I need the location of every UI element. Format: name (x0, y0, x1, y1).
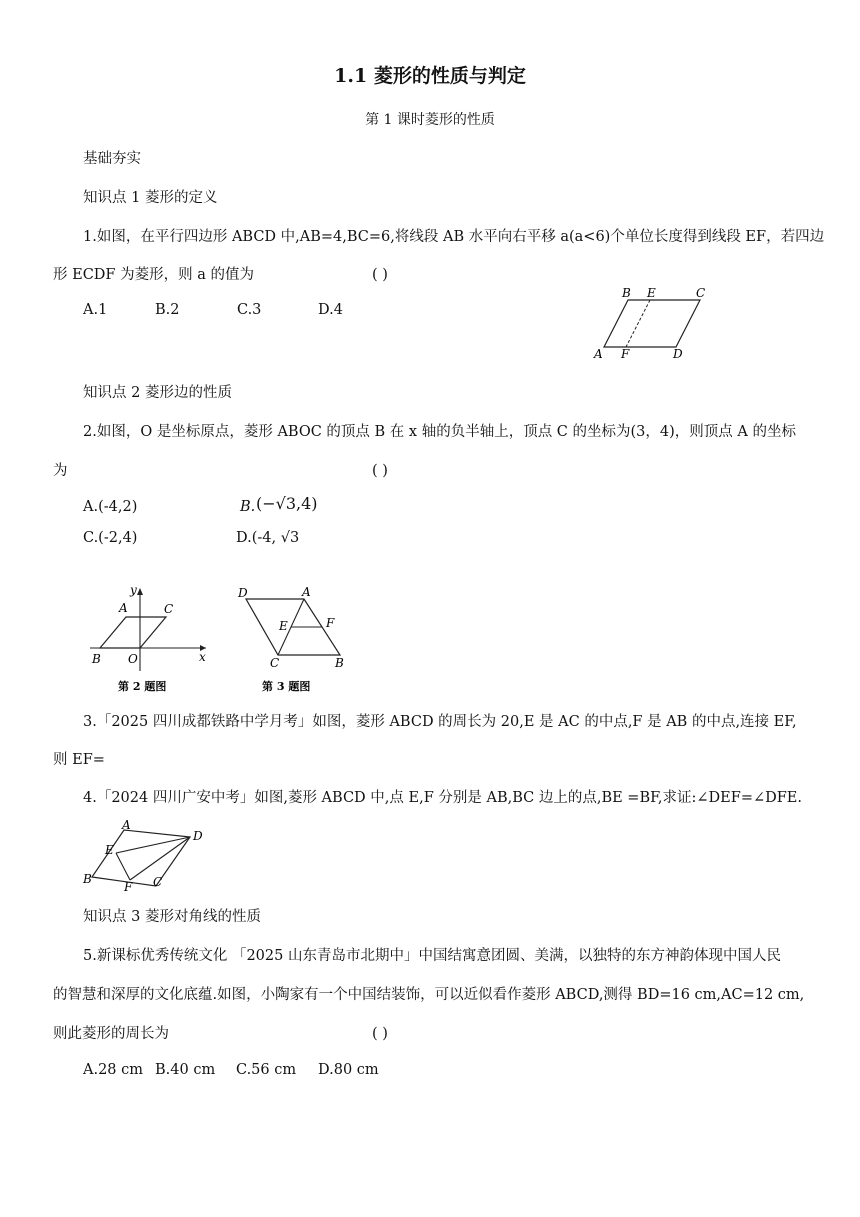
q5-text-line1: 5.新课标优秀传统文化 「2025 山东青岛市北期中」中国结寓意团圆、美满，以独特的东方神韵体现中国人民 (83, 948, 781, 964)
segment-ef (116, 853, 130, 880)
q5-option-b: B.40 cm (155, 1062, 216, 1078)
label-b: B (335, 656, 344, 670)
q2-option-b-value: −√3,4 (262, 494, 312, 513)
label-e: E (647, 286, 656, 300)
label-x: x (199, 650, 206, 664)
q2-option-b-prefix: B. (240, 499, 256, 515)
q2-option-b-math: (−√3,4) (256, 494, 318, 513)
knowledge-point-1: 知识点 1 菱形的定义 (83, 190, 218, 206)
label-f: F (326, 616, 335, 630)
q1-text-line1: 1.如图，在平行四边形 ABCD 中,AB=4,BC=6,将线段 AB 水平向右平移 a(a<6)个单位长度得到线段 EF，若四边 (83, 229, 825, 245)
q2-option-c: C.(-2,4) (83, 530, 138, 546)
q1-parallelogram-figure (588, 286, 718, 362)
q2-option-d: D.(-4, √3 (236, 530, 300, 546)
q2-coordinate-figure (86, 583, 216, 695)
label-e: E (105, 843, 114, 857)
label-a: A (122, 820, 131, 832)
fig3-caption: 第 3 题图 (262, 680, 311, 693)
label-a: A (594, 347, 603, 361)
page-title: 1.1 菱形的性质与判定 (334, 65, 526, 87)
q3-rhombus-figure (232, 583, 357, 695)
q1-text-line2: 形 ECDF 为菱形，则 a 的值为 (53, 267, 254, 283)
fig2-caption: 第 2 题图 (118, 680, 167, 693)
q5-option-d: D.80 cm (318, 1062, 379, 1078)
q5-option-c: C.56 cm (236, 1062, 297, 1078)
q1-option-c: C.3 (237, 302, 262, 318)
label-f: F (621, 347, 630, 361)
label-c: C (270, 656, 280, 670)
rhombus-aboc (100, 617, 166, 648)
segment-ef (626, 300, 650, 347)
label-o: O (128, 652, 138, 666)
label-a: A (119, 601, 128, 615)
label-f: F (124, 880, 133, 894)
label-c: C (153, 875, 163, 889)
label-y: y (130, 583, 137, 597)
q5-text-line3: 则此菱形的周长为 (53, 1026, 169, 1042)
q5-answer-paren: ( ) (372, 1026, 388, 1042)
knowledge-point-2: 知识点 2 菱形边的性质 (83, 385, 232, 401)
q1-option-a: A.1 (83, 302, 108, 318)
q2-option-a: A.(-4,2) (83, 499, 138, 515)
y-axis-arrow (137, 588, 143, 595)
q3-text-line1: 3.「2025 四川成都铁路中学月考」如图，菱形 ABCD 的周长为 20,E 是 AC 的中点,F 是 AB 的中点,连接 EF, (83, 714, 797, 730)
q4-text-line1: 4.「2024 四川广安中考」如图,菱形 ABCD 中,点 E,F 分别是 AB,BC 边上的点,BE =BF,求证:∠DEF=∠DFE. (83, 790, 803, 806)
label-d: D (238, 586, 248, 600)
q1-option-b: B.2 (155, 302, 180, 318)
label-c: C (164, 602, 174, 616)
label-a: A (302, 585, 311, 599)
label-d: D (673, 347, 683, 361)
label-b: B (622, 286, 631, 300)
rhombus-abcd (92, 830, 190, 886)
parallelogram-abcd (604, 300, 700, 347)
q1-option-d: D.4 (318, 302, 343, 318)
section-heading: 基础夯实 (83, 151, 141, 167)
q2-answer-paren: ( ) (372, 463, 388, 479)
q5-text-line2: 的智慧和深厚的文化底蕴.如图，小陶家有一个中国结装饰，可以近似看作菱形 ABCD,测得 BD=16 cm,AC=12 cm, (53, 987, 805, 1003)
label-c: C (696, 286, 706, 300)
q2-text-line2: 为 (53, 463, 68, 479)
q1-answer-paren: ( ) (372, 267, 388, 283)
label-d: D (193, 829, 203, 843)
q2-text-line1: 2.如图，O 是坐标原点，菱形 ABOC 的顶点 B 在 x 轴的负半轴上，顶点 C 的坐标为(3，4)，则顶点 A 的坐标 (83, 424, 796, 440)
knowledge-point-3: 知识点 3 菱形对角线的性质 (83, 909, 261, 925)
q3-text-line2: 则 EF= (53, 752, 105, 768)
label-b: B (83, 872, 92, 886)
lesson-subtitle: 第 1 课时菱形的性质 (365, 112, 495, 128)
label-e: E (279, 619, 288, 633)
label-b: B (92, 652, 101, 666)
q4-rhombus-figure (80, 820, 210, 896)
q5-option-a: A.28 cm (83, 1062, 144, 1078)
